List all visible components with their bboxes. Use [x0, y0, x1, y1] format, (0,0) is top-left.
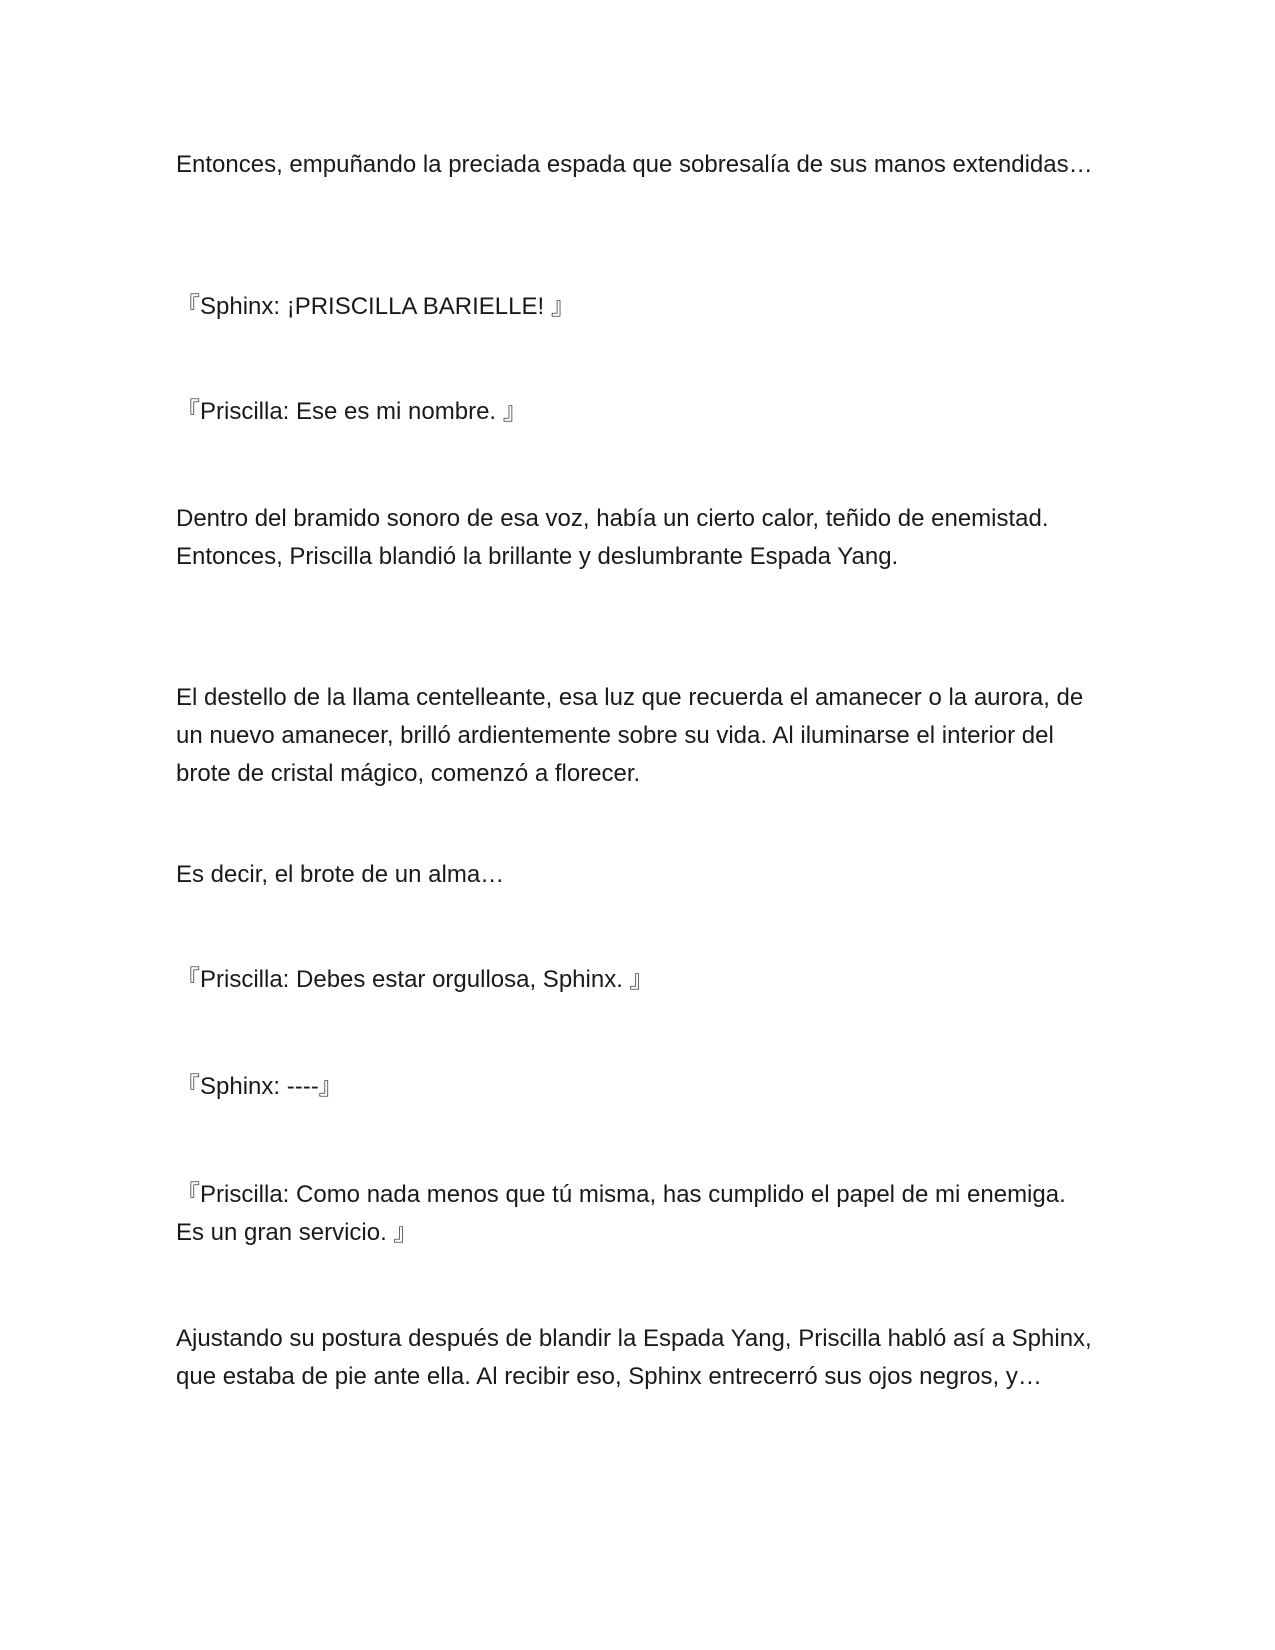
paragraph-narration-1: Entonces, empuñando la preciada espada que sobresalía de sus manos extendidas…: [176, 151, 1093, 178]
paragraph-narration-5: Ajustando su postura después de blandir la Espada Yang, Priscilla habló así a Sphinx, que estaba de pie ante ella. Al recibir eso, Sphinx entrecerró sus ojos negros, y…: [176, 1325, 1099, 1390]
dialogue-sphinx-1: 『Sphinx: ¡PRISCILLA BARIELLE! 』: [176, 293, 575, 320]
dialogue-priscilla-1: 『Priscilla: Ese es mi nombre. 』: [176, 398, 527, 425]
dialogue-priscilla-3: 『Priscilla: Como nada menos que tú misma, has cumplido el papel de mi enemiga. Es un gran servicio. 』: [176, 1181, 1073, 1246]
paragraph-narration-3: El destello de la llama centelleante, esa luz que recuerda el amanecer o la aurora, de un nuevo amanecer, brilló ardientemente sobre su vida. Al iluminarse el interior del brote de cristal mágico, comenzó a florecer.: [176, 684, 1090, 787]
paragraph-narration-4: Es decir, el brote de un alma…: [176, 861, 505, 888]
dialogue-sphinx-2: 『Sphinx: ----』: [176, 1073, 343, 1100]
dialogue-priscilla-2: 『Priscilla: Debes estar orgullosa, Sphinx. 』: [176, 966, 654, 993]
paragraph-narration-2: Dentro del bramido sonoro de esa voz, había un cierto calor, teñido de enemistad. Entonces, Priscilla blandió la brillante y deslumbrante Espada Yang.: [176, 505, 1056, 570]
